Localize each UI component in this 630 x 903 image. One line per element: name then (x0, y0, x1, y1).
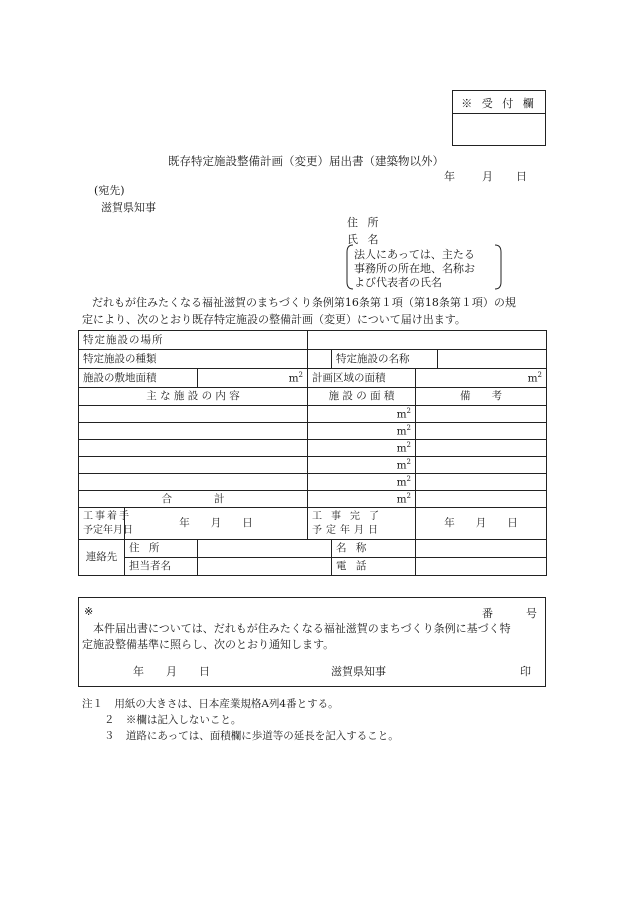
content-cell[interactable] (79, 474, 308, 491)
applicant-address-label: 住 所 (347, 216, 382, 229)
note-3: ３ 道路にあっては、面積欄に歩道等の延長を記入すること。 (104, 730, 399, 742)
contact-label: 連絡先 (79, 540, 125, 576)
type-label: 特定施設の種類 (79, 350, 308, 369)
facility-name-label: 特定施設の名称 (332, 350, 438, 369)
applicant-name-label: 氏 名 (347, 233, 382, 246)
area-cell[interactable]: $m^2$ (308, 440, 416, 457)
total-label: 合 計 (79, 491, 308, 508)
main-table (78, 330, 547, 576)
type-field[interactable] (308, 350, 332, 369)
planned-area-field[interactable]: $m^2$ (416, 369, 547, 388)
remarks-cell[interactable] (416, 474, 547, 491)
table-row (79, 474, 547, 491)
remarks-cell[interactable] (416, 406, 547, 423)
remarks-cell[interactable] (416, 440, 547, 457)
reception-box (452, 90, 546, 146)
table-row (79, 406, 547, 423)
content-cell[interactable] (79, 423, 308, 440)
contact-address-label: 住 所 (125, 540, 198, 558)
area-cell[interactable]: $m^2$ (308, 474, 416, 491)
remarks-cell[interactable] (416, 457, 547, 474)
contact-person-label: 担当者名 (125, 558, 198, 576)
applicant-note (346, 244, 502, 290)
notice-mark: ※ (84, 605, 94, 618)
applicant-note-line-3: よび代表者の氏名 (354, 276, 442, 289)
content-cell[interactable] (79, 440, 308, 457)
reception-label: ※ 受 付 欄 (461, 97, 537, 110)
area-cell[interactable]: $m^2$ (308, 423, 416, 440)
note-1: 注１ 用紙の大きさは、日本産業規格A列4番とする。 (82, 698, 339, 710)
notice-number-label: 番 号 (482, 607, 537, 620)
site-area-label: 施設の敷地面積 (79, 369, 198, 388)
note-2: ２ ※欄は記入しないこと。 (104, 714, 242, 726)
applicant-note-line-2: 事務所の所在地、名称お (354, 262, 475, 275)
date-year: 年 (444, 170, 455, 183)
contact-address-field[interactable] (198, 540, 332, 558)
complete-date-field[interactable]: 年 月 日 (416, 508, 547, 540)
location-field[interactable] (308, 331, 547, 350)
contact-phone-field[interactable] (416, 558, 547, 576)
content-cell[interactable] (79, 406, 308, 423)
table-row (79, 457, 547, 474)
table-row (79, 440, 547, 457)
area-header: 施 設 の 面 積 (308, 388, 416, 406)
notice-text-line-2: 定施設整備基準に照らし、次のとおり通知します。 (82, 638, 335, 651)
total-remarks-cell[interactable] (416, 491, 547, 508)
date-day: 日 (516, 170, 527, 183)
notice-date: 年 月 日 (133, 665, 210, 678)
applicant-note-line-1: 法人にあっては、主たる (354, 248, 475, 261)
facility-name-field[interactable] (438, 350, 547, 369)
intro-line-2: 定により、次のとおり既存特定施設の整備計画（変更）について届け出ます。 (82, 313, 466, 326)
contact-name-label: 名 称 (332, 540, 416, 558)
notice-text-line-1: 本件届出書については、だれもが住みたくなる福祉滋賀のまちづくり条例に基づく特 (93, 622, 511, 635)
notice-seal: 印 (520, 665, 531, 678)
total-area-cell[interactable]: $m^2$ (308, 491, 416, 508)
area-cell[interactable]: $m^2$ (308, 457, 416, 474)
contact-phone-label: 電 話 (332, 558, 416, 576)
remarks-cell[interactable] (416, 423, 547, 440)
table-row (79, 423, 547, 440)
area-cell[interactable]: $m^2$ (308, 406, 416, 423)
document-title: 既存特定施設整備計画（変更）届出書（建築物以外） (168, 154, 444, 168)
start-date-label: 工事着手 予定年月日 (79, 508, 125, 540)
remarks-header: 備 考 (416, 388, 547, 406)
location-label: 特定施設の場所 (79, 331, 308, 350)
complete-date-label: 工事完了 予定年月日 (308, 508, 416, 540)
intro-line-1: だれもが住みたくなる福祉滋賀のまちづくり条例第16条第１項（第18条第１項）の規 (92, 296, 516, 309)
start-date-field[interactable]: 年 月 日 (125, 508, 308, 540)
content-header: 主 な 施 設 の 内 容 (79, 388, 308, 406)
addressee-prefix: (宛先) (94, 184, 125, 197)
addressee-name: 滋賀県知事 (101, 201, 156, 214)
planned-area-label: 計画区域の面積 (308, 369, 416, 388)
contact-person-field[interactable] (198, 558, 332, 576)
contact-name-field[interactable] (416, 540, 547, 558)
notice-box (78, 597, 546, 687)
content-cell[interactable] (79, 457, 308, 474)
notice-issuer: 滋賀県知事 (331, 665, 386, 678)
site-area-field[interactable]: $m^2$ (198, 369, 308, 388)
date-month: 月 (482, 170, 493, 183)
reception-input[interactable] (453, 114, 545, 145)
